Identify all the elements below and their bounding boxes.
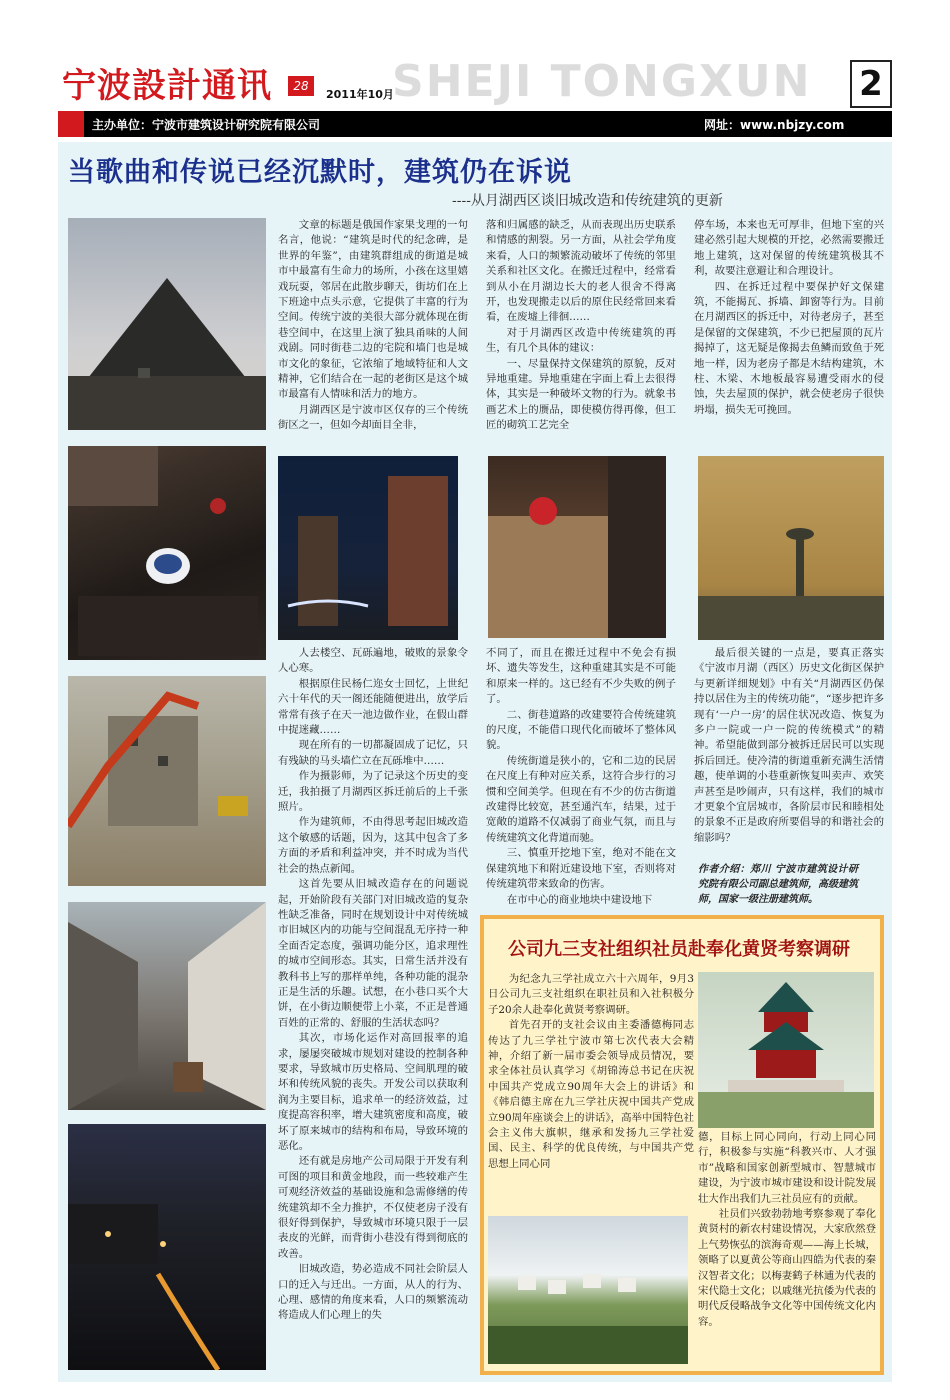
article-paragraph: 旧城改造，势必造成不同社会阶层人口的迁入与迁出。一方面，从人的行为、心理、感情的角度来看，人口的频繁流动将造成人们心理上的失 xyxy=(278,1263,468,1322)
issue-number: 28 xyxy=(288,76,314,96)
masthead-logo: 宁波設計通讯 xyxy=(62,66,272,106)
article-paragraph: 其次，市场化运作对高回报率的追求，屡屡突破城市规划对建设的控制各种要求，导致城市历史格局、空间肌理的破坏和传统风貌的丧失。开发公司以获取利润为主要目标，追求单一的经济效益，过度提高容积率，增大建筑密度和高度，破坏了原来城市的结构和布局，导致环境的恶化。 xyxy=(278,1032,468,1152)
news-column-2 xyxy=(698,1130,876,1368)
article-paragraph: 对于月湖西区改造中传统建筑的再生，有几个具体的建议： xyxy=(486,326,676,355)
photo-alley xyxy=(68,902,266,1110)
masthead-watermark: SHEJI TONGXUN xyxy=(392,56,812,107)
article-paragraph: 传统街道是狭小的，它和二边的民居在尺度上有种对应关系，这符合步行的习惯和空间美学。但现在有不少的仿古街道改建得比较宽，甚至通汽车，结果，过于宽敞的道路不仅减弱了商业气氛，而且与传统建筑文化背道而驰。 xyxy=(486,754,676,844)
article-column-2 xyxy=(486,218,676,452)
photo-pagoda xyxy=(698,972,874,1128)
news-title: 公司九三支社组织社员赴奉化黄贤考察调研 xyxy=(508,939,850,960)
photo-village xyxy=(488,1216,688,1364)
sponsor-bar-accent xyxy=(58,111,84,137)
article-paragraph: 根据原住民杨仁迩女士回忆，上世纪六十年代的天一阁还能随便进出，放学后常常有孩子在天一池边做作业，在假山群中捉迷藏…… xyxy=(278,677,468,737)
news-paragraph: 德，目标上同心同向，行动上同心同行，积极参与实施“科教兴市、人才强市”战略和国家创新型城市、智慧城市建设，为宁波市城市建设和设计院发展壮大作出我们九三社员应有的贡献。 xyxy=(698,1131,876,1205)
sponsor-text: 主办单位：宁波市建筑设计研究院有限公司 xyxy=(92,118,321,132)
issue-date: 2011年10月 xyxy=(326,88,394,101)
article-paragraph: 四、在拆迁过程中要保护好文保建筑，不能揭瓦、拆墙、卸窗等行为。目前在月湖西区的拆迁中，对待老房子，甚至是保留的文保建筑，不少已把屋顶的瓦片揭掉了，这无疑是像揭去鱼鳞而致鱼于死地一样，因为老房子都是木结构建筑，木柱、木梁、木地板最容易遭受雨水的侵蚀，失去屋顶的保护，就会使老房子很快坍塌，损失无可挽回。 xyxy=(694,280,884,416)
website-link[interactable]: 网址：www.nbjzy.com xyxy=(704,118,845,132)
news-column-1 xyxy=(488,972,694,1202)
article-title: 当歌曲和传说已经沉默时，建筑仍在诉说 xyxy=(68,157,572,188)
article-paragraph: 这首先要从旧城改造存在的问题说起，开始阶段有关部门对旧城改造的复杂性缺乏准备，同时在规划设计中对传统城市旧城区内的功能与空间混乱无序持一种全面否定态度，强调功能分区，追求理性的城市空间形态。其实，日常生活并没有教科书上写的那样单纯，各种功能的混杂正是生活的乐趣。试想，在小巷口买个大饼，在小街边顺便带上小菜，不正是普通百姓的正常的、舒服的生活状态吗？ xyxy=(278,878,468,1029)
article-paragraph: 现在所有的一切都凝固成了记忆，只有残缺的马头墙伫立在瓦砾堆中…… xyxy=(278,739,468,767)
article-paragraph: 二、街巷道路的改建要符合传统建筑的尺度，不能借口现代化而破坏了整体风貌。 xyxy=(486,708,676,752)
photo-ruin-night xyxy=(278,456,458,640)
article-paragraph: 在市中心的商业地块中建设地下 xyxy=(506,893,653,906)
photo-canal-night xyxy=(68,1124,266,1370)
article-column-1 xyxy=(278,218,468,452)
photo-roof xyxy=(68,218,266,430)
article-paragraph: 一、尽量保持文保建筑的原貌，反对异地重建。异地重建在字面上看上去很得体，其实是一种破坏文物的行为。就象书画艺术上的赝品，即使模仿得再像，但工匠的砌筑工艺完全 xyxy=(486,357,676,432)
news-paragraph: 社员们兴致勃勃地考察参观了奉化黄贤村的新农村建设情况，大家欣然登上气势恢弘的滨海奇观——海上长城，领略了以夏黄公等商山四皓为代表的秦汉智者文化；以梅妻鹤子林逋为代表的宋代隐士文化；以戚继光抗倭为代表的明代反侵略战争文化等中国传统文化内容。 xyxy=(698,1208,876,1328)
article-paragraph: 文章的标题是俄国作家果戈理的一句名言，他说：“建筑是时代的纪念碑，是世界的年鉴”，由建筑群组成的街道是城市中最富有生命力的场所，小孩在这里嬉戏玩耍，邻居在此散步聊天，街坊们在上下班途中点头示意，它提供了丰富的行为空间。传统宁波的美很大部分就体现在街巷空间中，在这里上演了独具甬味的人间戏剧。同时街巷二边的宅院和墙门也是城市文化的象征，它浓缩了地域特征和人文精神，它们结合在一起的老街区是这个城市最富有人情味和活力的地方。 xyxy=(278,219,468,401)
article-column-1b xyxy=(278,646,468,1374)
news-paragraph: 为纪念九三学社成立六十六周年，9月3日公司九三支社组织在职社员和入社积极分子20余人赴奉化黄贤考察调研。 xyxy=(488,973,694,1016)
article-paragraph: 停车场，本来也无可厚非，但地下室的兴建必然引起大规模的开挖，必然需要搬迁地上建筑，这对保留的传统建筑极其不利，故要注意避让和合理设计。 xyxy=(694,219,884,278)
article-paragraph: 还有就是房地产公司局限于开发有利可图的项目和黄金地段，而一些较难产生可观经济效益的基础设施和急需修缮的传统建筑却不全力推护，不仅使老房子没有很好得到保护，导致城市环境只限于一层表皮的光鲜，而背街小巷没有得到彻底的改善。 xyxy=(278,1155,468,1260)
article-paragraph: 不同了，而且在搬迁过程中不免会有损坏、遗失等发生，这种重建其实是不可能和原来一样的。这已经有不少失败的例子了。 xyxy=(486,647,676,706)
article-paragraph: 最后很关键的一点是，要真正落实《宁波市月湖（西区）历史文化街区保护与更新详细规划》中有关“月湖西区仍保持以居住为主的传统功能”，“逐步把许多现有‘一户一房’的居住状况改造、恢复为多户一院或一户一院的传统模式”的精神。希望能做到部分被拆迁居民可以实现拆后回迁。使冷清的街道重新充满生活情趣，使单调的小巷重新恢复叫卖声、欢笑声甚至是吵闹声，只有这样，我们的城市才更象个宜居城市，各阶层市民和睦相处的景象不正是政府所要倡导的和谐社会的缩影吗？ xyxy=(694,647,884,844)
photo-rubble-vase xyxy=(68,446,266,660)
article-paragraph: 作为摄影师，为了记录这个历史的变迁，我拍摄了月湖西区拆迁前后的上千张照片。 xyxy=(278,770,468,814)
news-paragraph: 首先召开的支社会议由主委潘德梅同志传达了九三学社宁波市第七次代表大会精神，介绍了新一届市委会领导成员情况，要求全体社员认真学习《胡锦涛总书记在庆祝中国共产党成立90周年大会上的讲话》和《韩启德主席在九三学社庆祝中国共产党成立90周年座谈会上的讲话》，高举中国特色社会主义伟大旗帜，继承和发扬九三学社爱国、民主、科学的优良传统，与中国共产党思想上同心同 xyxy=(488,1019,694,1170)
article-column-3b xyxy=(694,646,884,858)
article-paragraph: 落和归属感的缺乏，从而表现出历史联系和情感的割裂。另一方面，从社会学角度来看，人口的频繁流动破坏了传统的邻里关系和社区文化。在搬迁过程中，经常看到从小在月湖边长大的老人很舍不得离开，也发现搬走以后的原住民经常回来看看，在废墟上徘徊…… xyxy=(486,219,676,324)
photo-doll-wall xyxy=(488,456,666,638)
article-paragraph: 人去楼空、瓦砾遍地，破败的景象令人心寒。 xyxy=(278,647,468,675)
article-column-3 xyxy=(694,218,884,452)
article-paragraph: 作为建筑师，不由得思考起旧城改造这个敏感的话题，因为，这其中包含了多方面的矛盾和利益冲突，并不时成为当代社会的热点新闻。 xyxy=(278,816,468,875)
page-number: 2 xyxy=(850,60,892,108)
article-subtitle: ----从月湖西区谈旧城改造和传统建筑的更新 xyxy=(452,193,723,209)
article-paragraph: 月湖西区是宁波市区仅存的三个传统街区之一，但如今却面目全非， xyxy=(278,403,468,432)
article-column-2b xyxy=(486,646,676,908)
photo-water-tower xyxy=(698,456,884,640)
photo-excavator xyxy=(68,676,266,886)
article-paragraph: 三、慎重开挖地下室，绝对不能在文保建筑地下和附近建设地下室，否则将对传统建筑带来致命的伤害。 xyxy=(486,847,676,891)
author-bio: 作者介绍：郑川 宁波市建筑设计研究院有限公司副总建筑师，高级建筑师，国家一级注册建筑师。 xyxy=(698,864,858,905)
